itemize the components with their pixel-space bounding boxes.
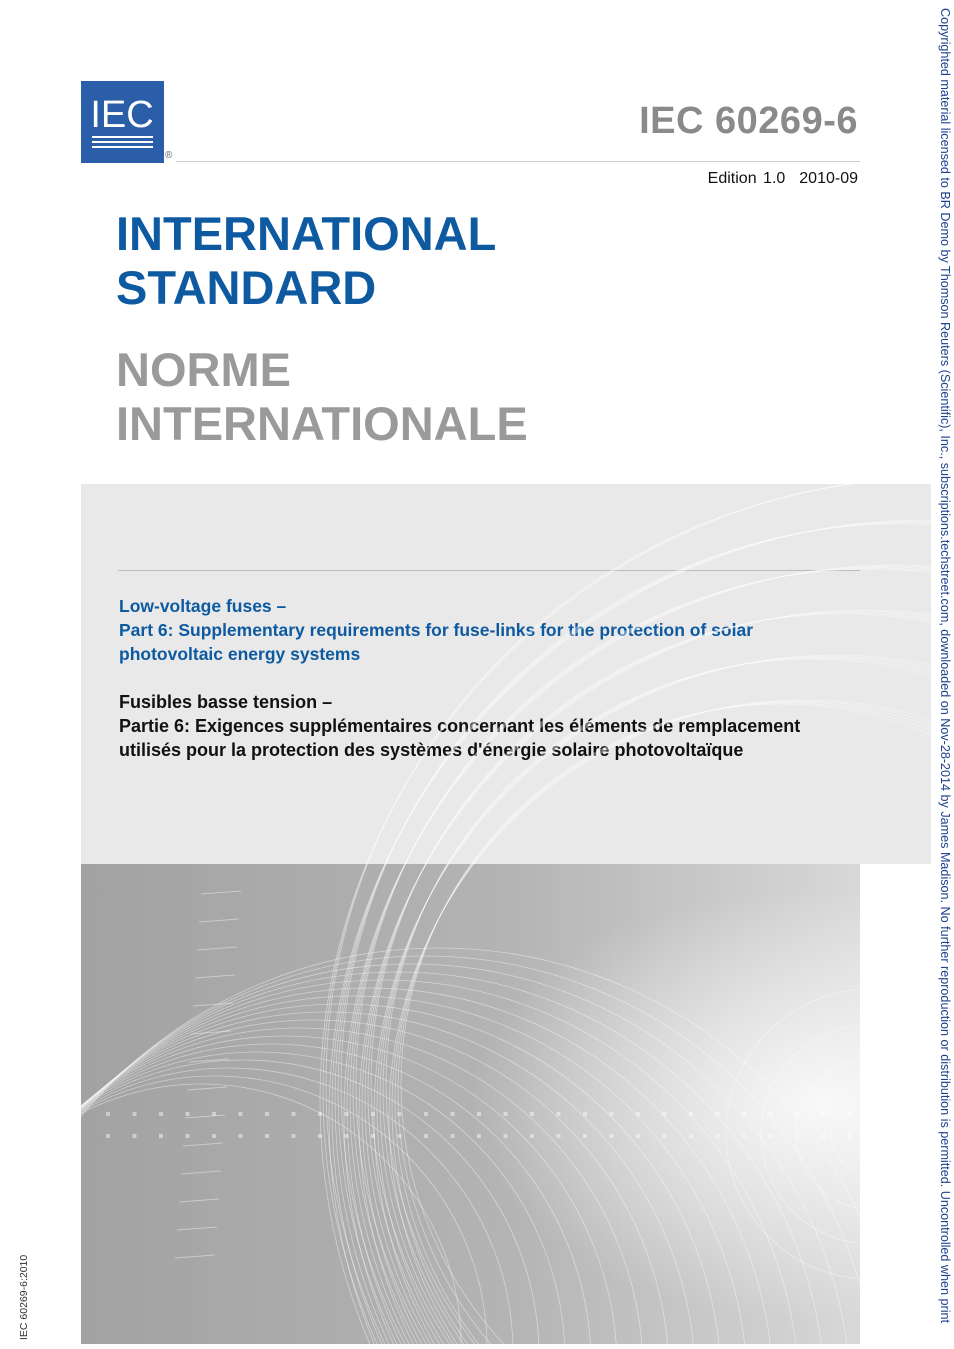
- subject-english-line1: Low-voltage fuses –: [119, 596, 287, 616]
- title-english: [116, 207, 496, 315]
- copyright-notice-text: Copyrighted material licensed to BR Demo by Thomson Reuters (Scientific), Inc., subscriptions.techstreet.com, downloaded on Nov-28-2014 by James Madison. No further reproduction or distribution is permitted. Uncontrolled when print: [938, 8, 952, 1324]
- cover-artwork: [81, 864, 860, 1344]
- registered-mark: ®: [165, 150, 173, 161]
- copyright-notice: [938, 0, 954, 1344]
- subject-divider: [118, 570, 860, 571]
- title-french-line1: NORME: [116, 343, 291, 396]
- subject-french-line2: Partie 6: Exigences supplémentaires concernant les éléments de remplacement utilisés pour la protection des systèmes d'énergie solaire photovoltaïque: [119, 716, 801, 760]
- subject-french-line1: Fusibles basse tension –: [119, 692, 333, 712]
- title-french-line2: INTERNATIONALE: [116, 397, 528, 450]
- title-english-line2: STANDARD: [116, 261, 377, 314]
- document-number: IEC 60269-6: [639, 100, 858, 142]
- subject-french: [119, 690, 859, 762]
- iec-logo-text: IEC: [90, 94, 154, 136]
- title-english-line1: INTERNATIONAL: [116, 207, 497, 260]
- subject-english: [119, 594, 849, 666]
- header-divider: [176, 161, 860, 162]
- iec-logo: [81, 81, 164, 163]
- subject-english-line2: Part 6: Supplementary requirements for fuse-links for the protection of solar photovoltaic energy systems: [119, 620, 754, 664]
- edition-info: [708, 170, 858, 188]
- title-french: [116, 343, 528, 451]
- spine-label: IEC 60269-6:2010: [18, 1254, 30, 1340]
- subject-panel: [81, 484, 931, 864]
- edition-label: Edition 1.0: [707, 170, 786, 187]
- edition-date: 2010-09: [799, 170, 858, 187]
